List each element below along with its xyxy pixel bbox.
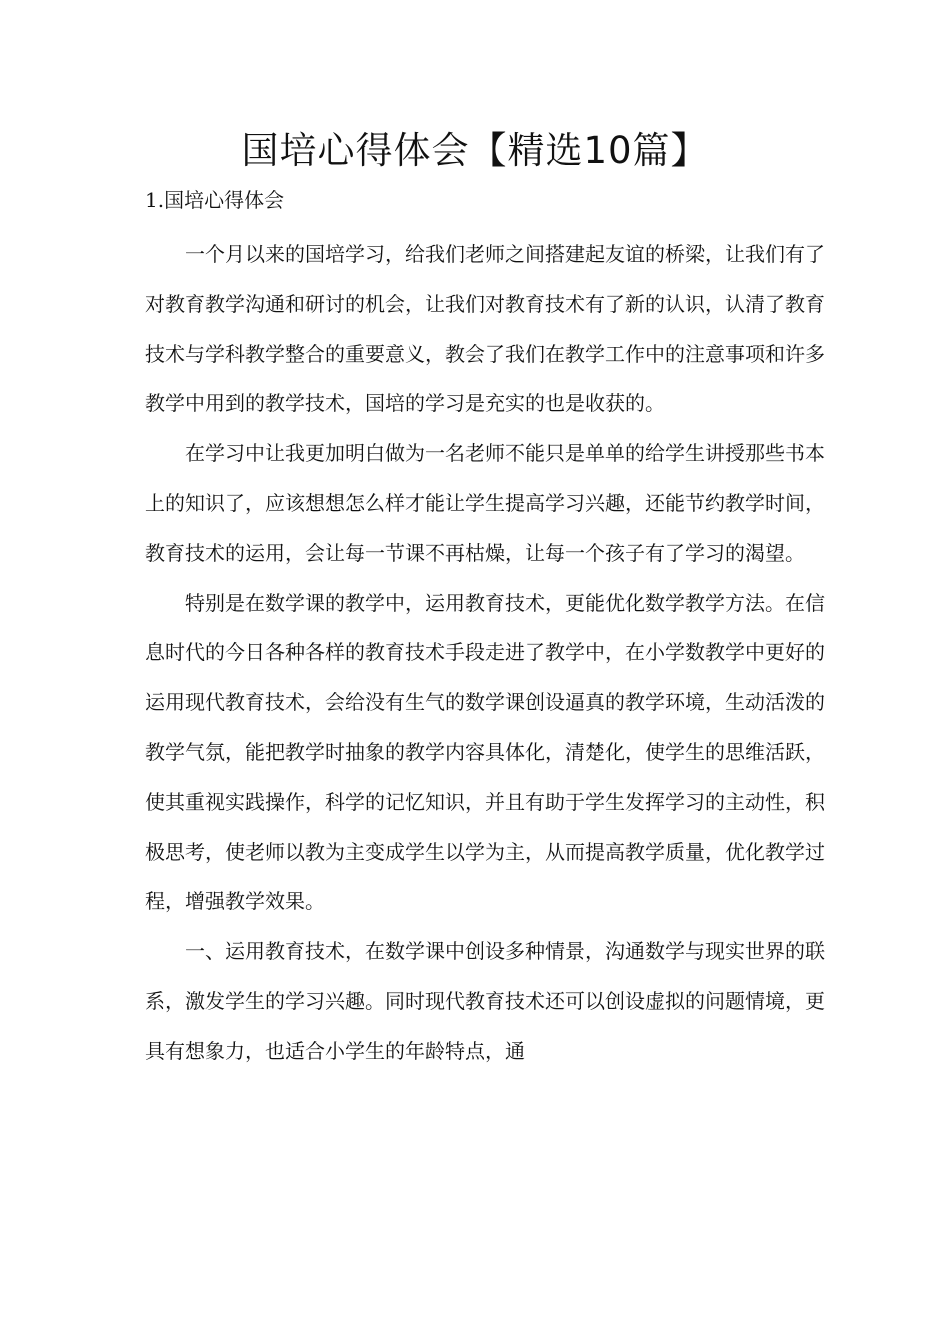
section-heading: 1.国培心得体会 [145,188,285,212]
paragraph: 在学习中让我更加明白做为一名老师不能只是单单的给学生讲授那些书本上的知识了，应该想想怎么样才能让学生提高学习兴趣，还能节约教学时间，教育技术的运用，会让每一节课不再枯燥，让每一个孩子有了学习的渴望。 [145,441,825,565]
body-text [145,230,825,1077]
paragraph: 一个月以来的国培学习，给我们老师之间搭建起友谊的桥梁，让我们有了对教育教学沟通和研讨的机会，让我们对教育技术有了新的认识，认清了教育技术与学科教学整合的重要意义，教会了我们在教学工作中的注意事项和许多教学中用到的教学技术，国培的学习是充实的也是收获的。 [145,242,825,416]
document-title: 国培心得体会【精选10篇】 [241,129,709,172]
paragraph: 特别是在数学课的教学中，运用教育技术，更能优化数学教学方法。在信息时代的今日各种各样的教育技术手段走进了教学中，在小学数教学中更好的运用现代教育技术，会给没有生气的数学课创设逼真的教学环境，生动活泼的教学气氛，能把教学时抽象的教学内容具体化，清楚化，使学生的思维活跃，使其重视实践操作，科学的记忆知识，并且有助于学生发挥学习的主动性，积极思考，使老师以教为主变成学生以学为主，从而提高教学质量，优化教学过程，增强教学效果。 [145,590,825,914]
paragraph: 一、运用教育技术，在数学课中创设多种情景，沟通数学与现实世界的联系，激发学生的学习兴趣。同时现代教育技术还可以创设虚拟的问题情境，更具有想象力，也适合小学生的年龄特点，通 [145,939,825,1063]
